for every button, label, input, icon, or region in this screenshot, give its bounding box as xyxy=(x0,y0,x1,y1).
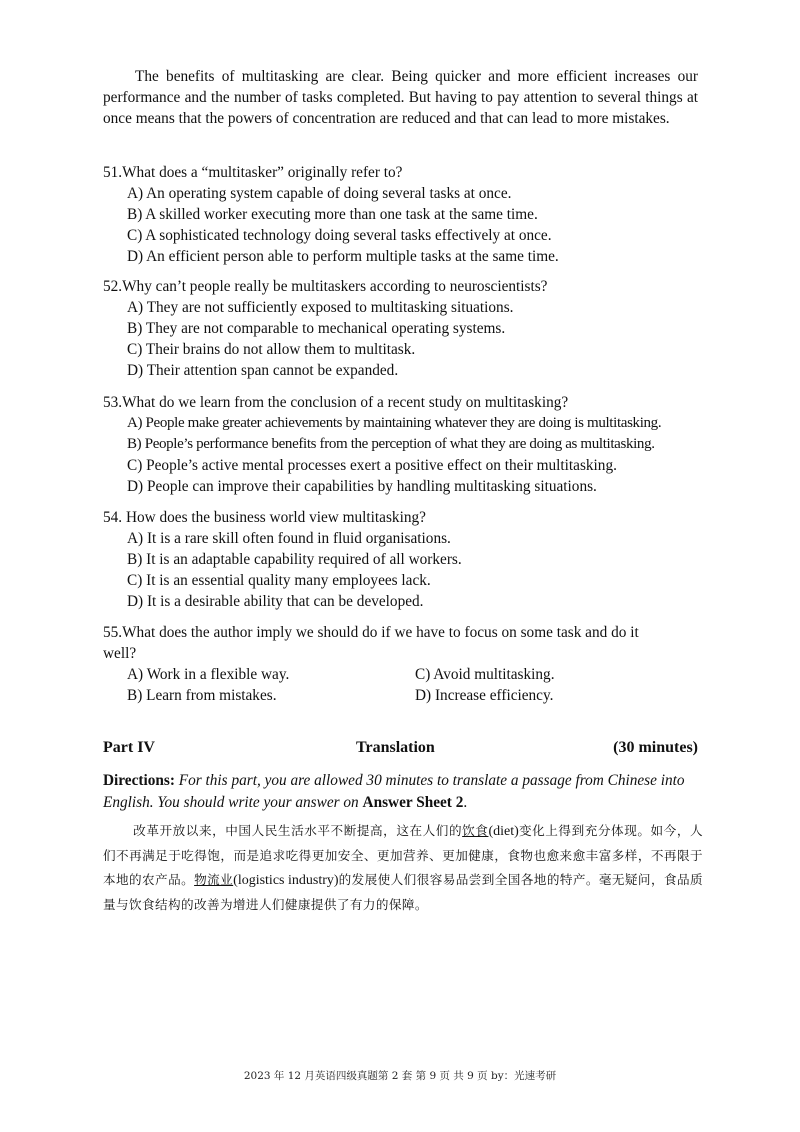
term-diet: 饮食 xyxy=(462,823,489,838)
option-c: C) A sophisticated technology doing several tasks effectively at once. xyxy=(127,227,552,244)
option-b: B) A skilled worker executing more than one task at the same time. xyxy=(127,206,538,223)
question-55 xyxy=(103,622,703,706)
option-a: A) They are not sufficiently exposed to multitasking situations. xyxy=(127,299,514,316)
option-a: A) An operating system capable of doing several tasks at once. xyxy=(127,185,512,202)
options-row-2 xyxy=(103,685,703,706)
options-row-1 xyxy=(103,664,703,685)
directions-text: For this part, you are allowed 30 minutes to translate a passage from Chinese into English. You should write your answer on xyxy=(103,772,685,811)
question-53 xyxy=(103,392,703,497)
option-b: B) They are not comparable to mechanical operating systems. xyxy=(127,320,506,337)
question-54 xyxy=(103,507,703,612)
option-d: D) Increase efficiency. xyxy=(415,687,554,704)
part-time: (30 minutes) xyxy=(613,739,698,756)
option-b: B) Learn from mistakes. xyxy=(127,687,277,704)
option-c: C) People’s active mental processes exert a positive effect on their multitasking. xyxy=(127,457,617,474)
option-c: C) Their brains do not allow them to multitask. xyxy=(127,341,416,358)
translation-text-1: 改革开放以来，中国人民生活水平不断提高，这在人们的 xyxy=(133,823,463,838)
question-stem-line-2: well? xyxy=(103,645,137,662)
part-title: Translation xyxy=(356,739,435,756)
option-c: C) It is an essential quality many employees lack. xyxy=(127,572,431,589)
question-stem-line-1: 55.What does the author imply we should do if we have to focus on some task and do it xyxy=(103,624,639,641)
question-52 xyxy=(103,276,703,381)
option-b: B) People’s performance benefits from the perception of what they are doing as multitasking. xyxy=(127,436,655,452)
question-51 xyxy=(103,162,703,267)
option-a: A) It is a rare skill often found in fluid organisations. xyxy=(127,530,451,547)
option-d: D) People can improve their capabilities by handling multitasking situations. xyxy=(127,478,597,495)
option-b: B) It is an adaptable capability required of all workers. xyxy=(127,551,462,568)
term-diet-english: (diet) xyxy=(488,824,519,839)
passage-final-paragraph: The benefits of multitasking are clear. Being quicker and more efficient increases our performance and the number of tasks completed. But having to pay attention to several things at once means that the powers of concentration are reduced and that can lead to more mistakes. xyxy=(103,68,698,127)
translation-text-3: 的发展使人们很容易品尝到全国各地的特产。毫无疑问，食品质量与饮食结构的改善为增进人们健康提供了有力的保障。 xyxy=(103,872,703,912)
question-stem: 52.Why can’t people really be multitaskers according to neuroscientists? xyxy=(103,278,548,295)
option-a: A) Work in a flexible way. xyxy=(127,666,290,683)
term-logistics: 物流业 xyxy=(194,872,234,887)
option-c: C) Avoid multitasking. xyxy=(415,666,555,683)
part-number: Part IV xyxy=(103,739,155,756)
question-stem: 51.What does a “multitasker” originally refer to? xyxy=(103,164,403,181)
option-d: D) An efficient person able to perform multiple tasks at the same time. xyxy=(127,248,559,265)
question-stem: 54. How does the business world view multitasking? xyxy=(103,509,426,526)
option-a: A) People make greater achievements by maintaining whatever they are doing is multitasking. xyxy=(127,415,662,431)
option-d: D) It is a desirable ability that can be developed. xyxy=(127,593,424,610)
question-stem: 53.What do we learn from the conclusion of a recent study on multitasking? xyxy=(103,394,569,411)
translation-passage xyxy=(103,819,703,917)
directions-end: . xyxy=(463,794,468,811)
term-logistics-english: (logistics industry) xyxy=(233,873,339,888)
part-iv-header xyxy=(103,736,698,760)
directions xyxy=(103,770,698,814)
page-footer: 2023 年 12 月英语四级真题第 2 套 第 9 页 共 9 页 by：光速考研 xyxy=(243,1070,557,1082)
translation-text-2: 变化上得到充分体现。如今，人们不再满足于吃得饱，而是追求吃得更加安全、更加营养、更加健康，食物也愈来愈丰富多样，不再限于本地的农产品。 xyxy=(103,823,703,887)
answer-sheet-ref: Answer Sheet 2 xyxy=(362,794,464,811)
option-d: D) Their attention span cannot be expanded. xyxy=(127,362,399,379)
directions-label: Directions: xyxy=(103,772,175,789)
